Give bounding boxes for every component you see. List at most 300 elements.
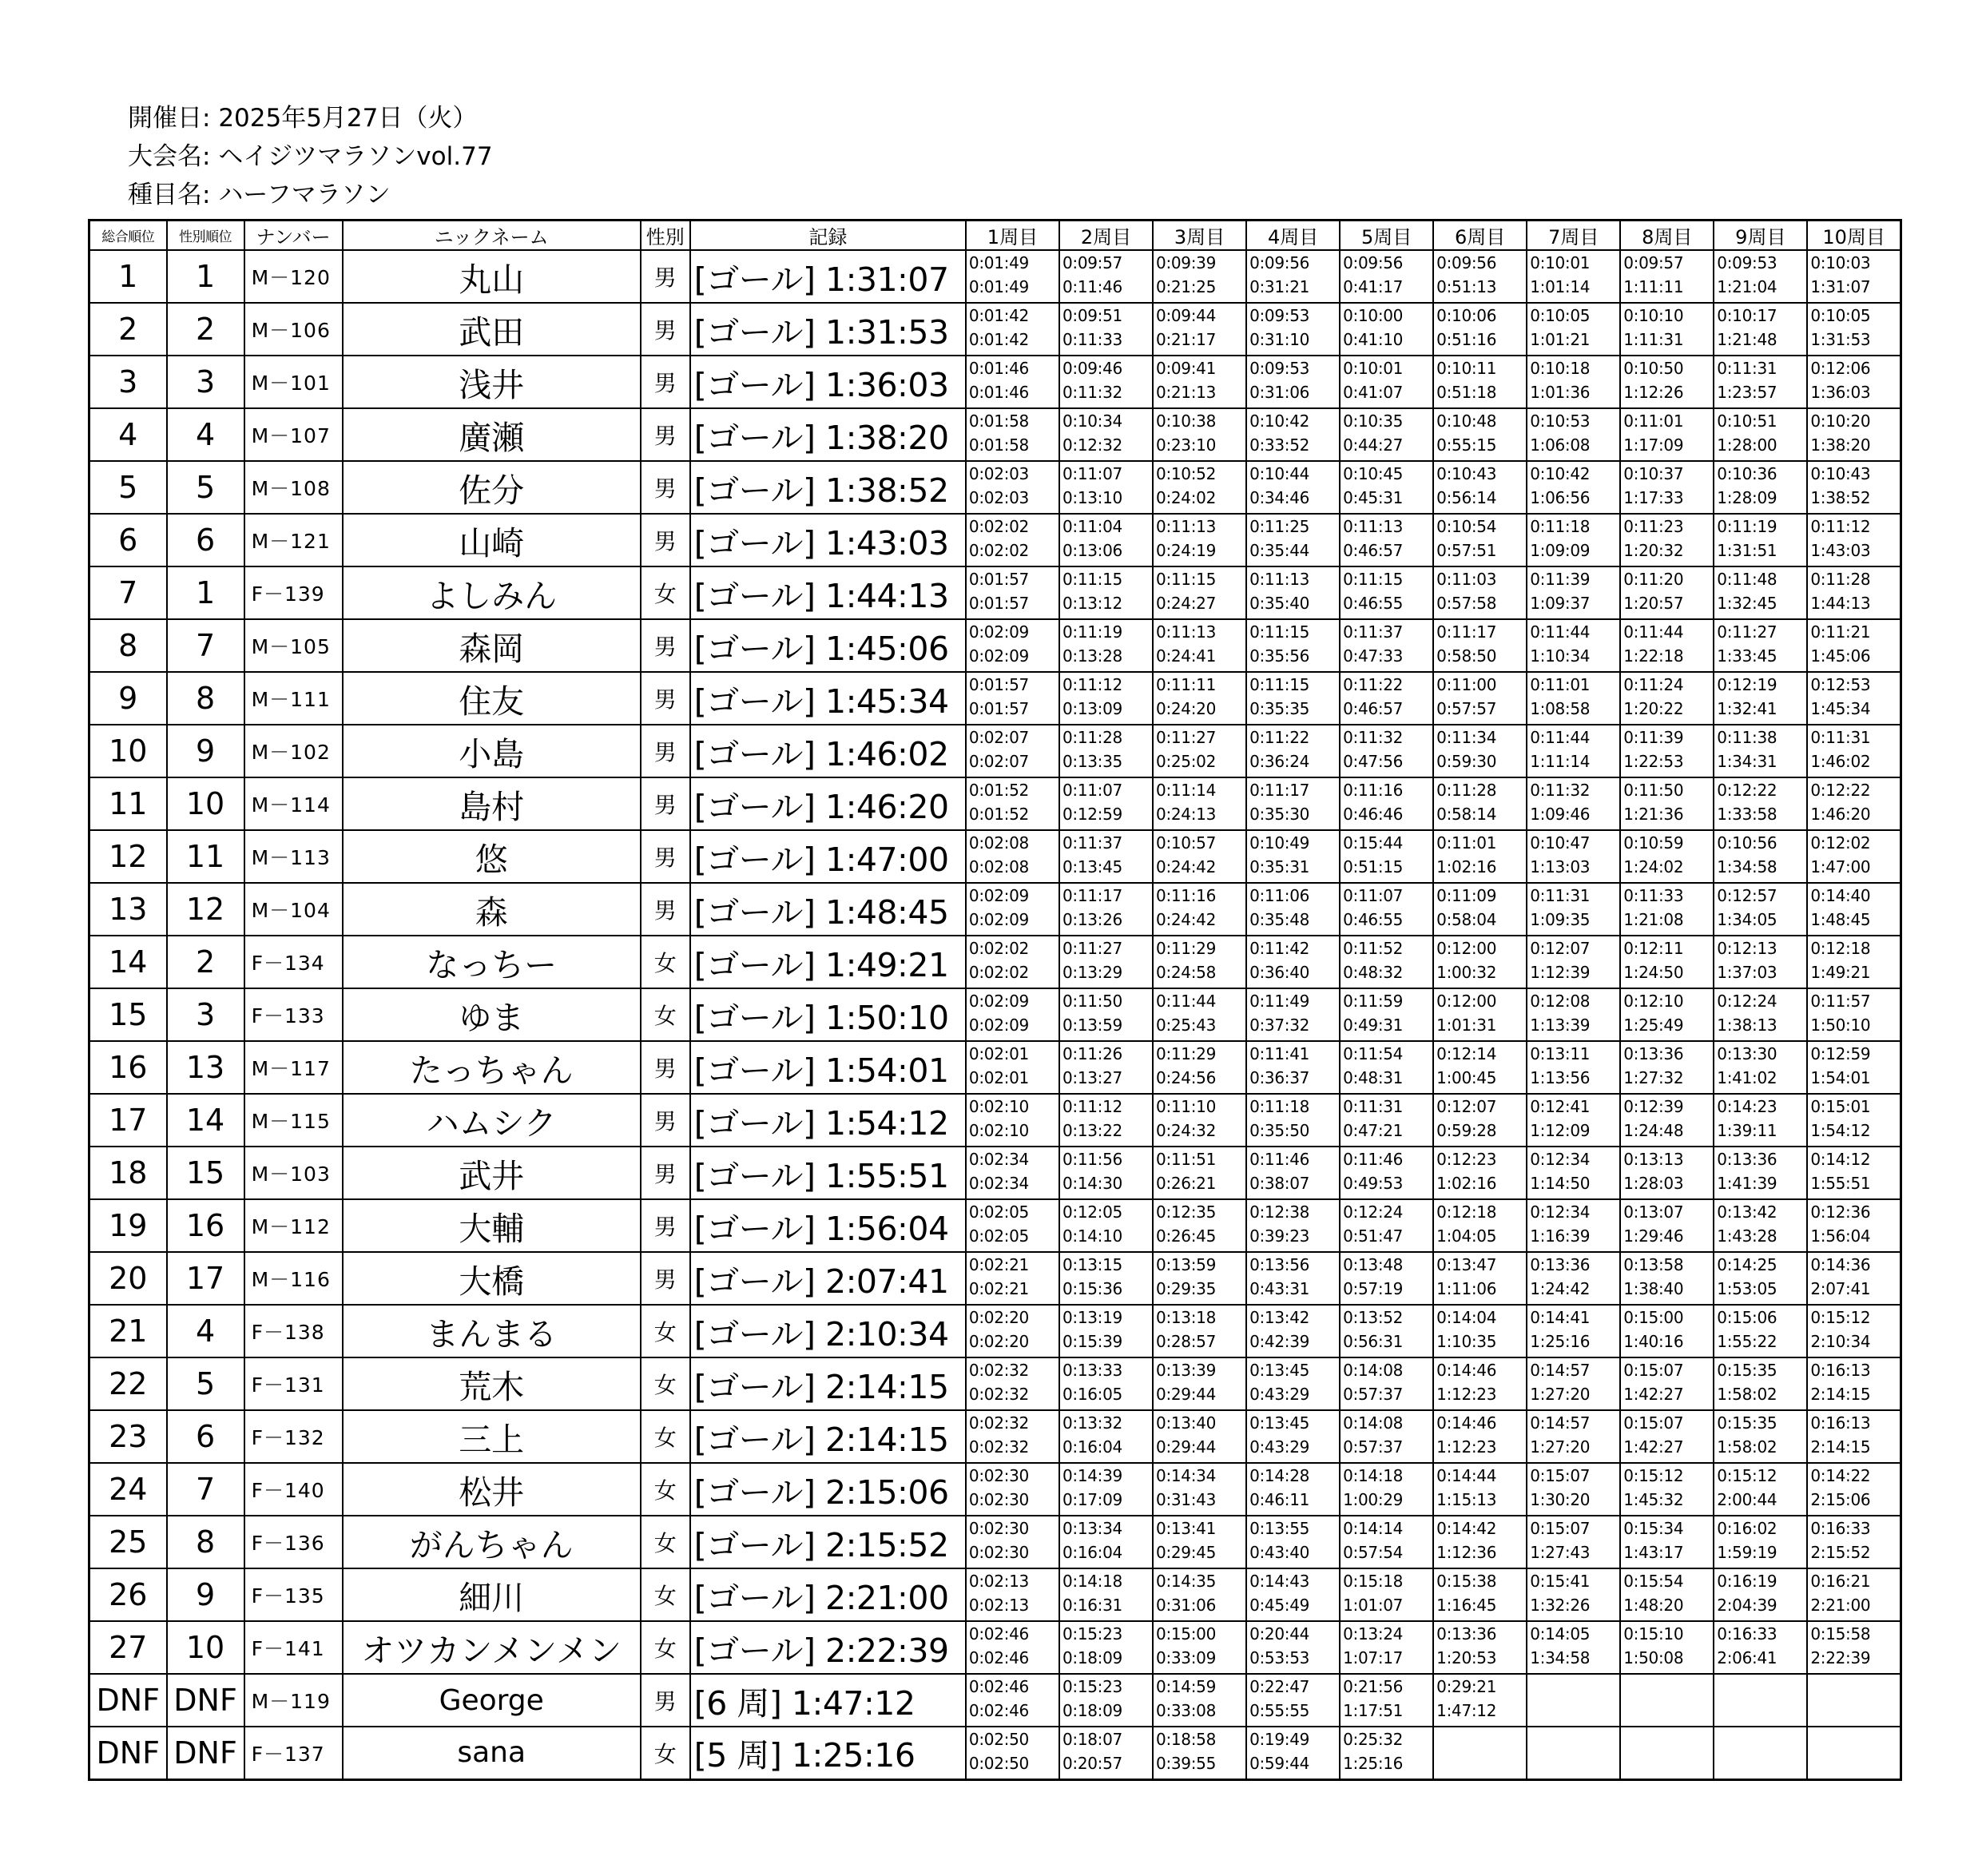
- lap-cumulative-time: 1:32:41: [1717, 699, 1777, 718]
- lap-cell: [1340, 1568, 1433, 1621]
- lap-cumulative-time: 0:43:29: [1249, 1437, 1310, 1457]
- lap-cumulative-time: 0:02:32: [968, 1385, 1029, 1404]
- table-row: [89, 672, 1901, 725]
- lap-cumulative-time: 0:43:31: [1249, 1279, 1310, 1298]
- lap-cell: [1433, 1305, 1527, 1357]
- lap-cell: [1620, 356, 1714, 408]
- lap-cumulative-time: 0:36:40: [1249, 963, 1310, 982]
- lap-cumulative-time: 0:34:46: [1249, 488, 1310, 507]
- lap-cell: [1153, 936, 1246, 988]
- lap-split-time: 0:11:50: [1062, 992, 1122, 1011]
- lap-cell: [1714, 1463, 1807, 1516]
- lap-split-time: 0:14:18: [1343, 1466, 1404, 1485]
- lap-cell: [1433, 1516, 1527, 1568]
- lap-split-time: 0:11:46: [1343, 1150, 1404, 1169]
- lap-split-time: 0:11:27: [1717, 622, 1777, 642]
- lap-split-time: 0:10:54: [1436, 517, 1497, 536]
- lap-cumulative-time: 1:12:39: [1530, 963, 1591, 982]
- lap-split-time: 0:14:28: [1249, 1466, 1310, 1485]
- lap-cell: [1246, 356, 1340, 408]
- lap-split-time: 0:15:35: [1717, 1361, 1777, 1380]
- lap-split-time: 0:11:44: [1530, 728, 1591, 747]
- lap-cell: [1527, 461, 1620, 514]
- lap-cell: [1340, 1252, 1433, 1305]
- lap-cumulative-time: 0:20:57: [1062, 1754, 1122, 1773]
- lap-cumulative-time: 0:47:56: [1343, 752, 1404, 771]
- lap-cell: [1527, 1463, 1620, 1516]
- gender-rank-cell: DNF: [167, 1727, 244, 1779]
- lap-cumulative-time: 0:56:14: [1436, 488, 1497, 507]
- lap-split-time: 0:09:56: [1436, 253, 1497, 272]
- lap-split-time: 0:15:38: [1436, 1572, 1497, 1591]
- lap-cell: [1714, 1094, 1807, 1147]
- lap-split-time: 0:12:57: [1717, 886, 1777, 905]
- lap-cell: [1714, 356, 1807, 408]
- lap-split-time: 0:15:00: [1156, 1624, 1217, 1643]
- lap-split-time: 0:12:08: [1530, 992, 1591, 1011]
- lap-split-time: 0:02:46: [968, 1624, 1029, 1643]
- lap-cell: [1340, 777, 1433, 830]
- gender-cell: 男: [641, 408, 690, 461]
- lap-split-time: 0:11:44: [1530, 622, 1591, 642]
- lap-split-time: 0:11:06: [1249, 886, 1310, 905]
- lap-cell: [1714, 672, 1807, 725]
- lap-cell: [1807, 830, 1901, 883]
- lap-split-time: 0:16:13: [1810, 1413, 1871, 1433]
- lap-cumulative-time: [1717, 1751, 1806, 1775]
- lap-cell: [966, 672, 1059, 725]
- lap-split-time: 0:13:52: [1343, 1308, 1404, 1327]
- nickname-cell: ハムシク: [343, 1094, 641, 1147]
- lap-cell: [1153, 1410, 1246, 1463]
- lap-split-time: 0:12:41: [1530, 1097, 1591, 1116]
- lap-cumulative-time: 0:21:13: [1156, 383, 1217, 402]
- lap-cumulative-time: 0:31:06: [1249, 383, 1310, 402]
- lap-split-time: 0:11:49: [1249, 992, 1310, 1011]
- lap-cell: [1059, 1094, 1153, 1147]
- lap-cumulative-time: 1:48:20: [1623, 1596, 1684, 1615]
- lap-cell: [1246, 672, 1340, 725]
- lap-cumulative-time: 0:46:55: [1343, 594, 1404, 613]
- lap-cumulative-time: 1:39:11: [1717, 1121, 1777, 1140]
- lap-cell: [1807, 408, 1901, 461]
- gender-rank-cell: DNF: [167, 1674, 244, 1727]
- lap-split-time: 0:14:35: [1156, 1572, 1217, 1591]
- lap-split-time: 0:14:23: [1717, 1097, 1777, 1116]
- meta-category: [128, 177, 391, 213]
- lap-cumulative-time: 1:40:16: [1623, 1332, 1684, 1351]
- record-cell: [ゴール] 2:10:34: [690, 1305, 966, 1357]
- lap-cell: [1153, 408, 1246, 461]
- lap-split-time: 0:02:30: [968, 1519, 1029, 1538]
- lap-cell: [1153, 514, 1246, 566]
- lap-cumulative-time: 0:48:31: [1343, 1068, 1404, 1087]
- record-cell: [6 周] 1:47:12: [690, 1674, 966, 1727]
- record-cell: [ゴール] 2:15:06: [690, 1463, 966, 1516]
- lap-cumulative-time: 1:02:16: [1436, 1174, 1497, 1193]
- header-lap-1: 1周目: [966, 221, 1059, 251]
- lap-cell: [1620, 988, 1714, 1041]
- bib-number-cell: M－108: [244, 461, 343, 514]
- lap-cell: [1714, 1357, 1807, 1410]
- lap-split-time: [1717, 1675, 1806, 1699]
- gender-cell: 男: [641, 619, 690, 672]
- lap-cell: [966, 936, 1059, 988]
- lap-split-time: 0:12:14: [1436, 1044, 1497, 1063]
- lap-cumulative-time: 0:12:32: [1062, 435, 1122, 455]
- lap-cell: [1153, 1252, 1246, 1305]
- lap-cumulative-time: 1:21:36: [1623, 805, 1684, 824]
- record-cell: [ゴール] 1:31:07: [690, 250, 966, 303]
- lap-cell: [1340, 514, 1433, 566]
- lap-cumulative-time: 0:02:30: [968, 1543, 1029, 1562]
- lap-cumulative-time: 0:29:44: [1156, 1385, 1217, 1404]
- lap-cumulative-time: 1:17:51: [1343, 1701, 1404, 1720]
- table-row: [89, 1252, 1901, 1305]
- lap-split-time: 0:02:30: [968, 1466, 1029, 1485]
- lap-split-time: 0:02:09: [968, 886, 1029, 905]
- gender-rank-cell: 6: [167, 514, 244, 566]
- lap-cell: [966, 303, 1059, 356]
- lap-cumulative-time: 0:14:30: [1062, 1174, 1122, 1193]
- lap-cumulative-time: 1:16:45: [1436, 1596, 1497, 1615]
- lap-split-time: 0:13:34: [1062, 1519, 1122, 1538]
- lap-cumulative-time: 1:27:43: [1530, 1543, 1591, 1562]
- header-gender: 性別: [641, 221, 690, 251]
- lap-cumulative-time: 1:01:14: [1530, 277, 1591, 296]
- lap-split-time: 0:10:01: [1343, 359, 1404, 378]
- lap-split-time: 0:13:19: [1062, 1308, 1122, 1327]
- lap-cell: [1527, 1516, 1620, 1568]
- table-row: [89, 1463, 1901, 1516]
- bib-number-cell: F－131: [244, 1357, 343, 1410]
- lap-cell: [1153, 883, 1246, 936]
- lap-cell: [966, 566, 1059, 619]
- lap-cumulative-time: 1:09:46: [1530, 805, 1591, 824]
- lap-split-time: 0:11:29: [1156, 939, 1217, 958]
- lap-split-time: 0:12:05: [1062, 1202, 1122, 1222]
- lap-split-time: 0:11:18: [1530, 517, 1591, 536]
- table-row: [89, 988, 1901, 1041]
- gender-cell: 女: [641, 1516, 690, 1568]
- lap-cumulative-time: 1:53:05: [1717, 1279, 1777, 1298]
- lap-cumulative-time: 0:14:10: [1062, 1226, 1122, 1246]
- lap-cell: [1340, 356, 1433, 408]
- header-gender-rank: 性別順位: [167, 221, 244, 251]
- lap-cell: [966, 250, 1059, 303]
- lap-cell: [1246, 988, 1340, 1041]
- lap-split-time: 0:09:39: [1156, 253, 1217, 272]
- lap-cell: [1153, 1147, 1246, 1199]
- lap-split-time: 0:10:20: [1810, 411, 1871, 431]
- lap-cumulative-time: 0:02:09: [968, 910, 1029, 929]
- lap-cell: [1433, 1463, 1527, 1516]
- lap-cumulative-time: 0:13:22: [1062, 1121, 1122, 1140]
- lap-split-time: 0:12:59: [1810, 1044, 1871, 1063]
- lap-split-time: 0:13:36: [1530, 1255, 1591, 1274]
- record-cell: [ゴール] 1:54:01: [690, 1041, 966, 1094]
- lap-split-time: 0:11:17: [1062, 886, 1122, 905]
- lap-cell: [1153, 725, 1246, 777]
- lap-split-time: 0:15:18: [1343, 1572, 1404, 1591]
- lap-split-time: 0:16:02: [1717, 1519, 1777, 1538]
- lap-cumulative-time: 0:46:57: [1343, 699, 1404, 718]
- lap-cell: [1807, 1041, 1901, 1094]
- header-lap-3: 3周目: [1153, 221, 1246, 251]
- lap-cell: [1246, 1568, 1340, 1621]
- lap-split-time: 0:11:31: [1530, 886, 1591, 905]
- lap-split-time: 0:11:12: [1062, 1097, 1122, 1116]
- lap-cell: [1807, 1305, 1901, 1357]
- lap-cumulative-time: 1:32:26: [1530, 1596, 1591, 1615]
- nickname-cell: 森岡: [343, 619, 641, 672]
- lap-cell: [1433, 619, 1527, 672]
- nickname-cell: なっちー: [343, 936, 641, 988]
- record-cell: [ゴール] 1:38:52: [690, 461, 966, 514]
- lap-cell: [966, 1463, 1059, 1516]
- lap-cumulative-time: 0:39:55: [1156, 1754, 1217, 1773]
- lap-cumulative-time: 0:58:14: [1436, 805, 1497, 824]
- lap-split-time: 0:16:33: [1717, 1624, 1777, 1643]
- lap-cell: [1433, 1252, 1527, 1305]
- lap-cumulative-time: 0:59:44: [1249, 1754, 1310, 1773]
- lap-split-time: 0:11:31: [1343, 1097, 1404, 1116]
- overall-rank-cell: 5: [89, 461, 167, 514]
- lap-cumulative-time: [1530, 1751, 1619, 1775]
- lap-split-time: 0:16:21: [1810, 1572, 1871, 1591]
- lap-split-time: 0:14:46: [1436, 1413, 1497, 1433]
- lap-cumulative-time: 0:35:31: [1249, 857, 1310, 876]
- lap-cumulative-time: 1:46:20: [1810, 805, 1871, 824]
- lap-split-time: 0:15:41: [1530, 1572, 1591, 1591]
- lap-split-time: 0:13:45: [1249, 1361, 1310, 1380]
- lap-cell: [1059, 1674, 1153, 1727]
- lap-cumulative-time: 0:31:06: [1156, 1596, 1217, 1615]
- lap-split-time: [1623, 1727, 1713, 1751]
- lap-cell: [1433, 988, 1527, 1041]
- lap-cumulative-time: 0:13:06: [1062, 541, 1122, 560]
- overall-rank-cell: DNF: [89, 1727, 167, 1779]
- lap-cell: [1807, 619, 1901, 672]
- lap-cumulative-time: 1:28:00: [1717, 435, 1777, 455]
- lap-cell: [1246, 1147, 1340, 1199]
- gender-cell: 男: [641, 672, 690, 725]
- lap-cumulative-time: 1:47:12: [1436, 1701, 1497, 1720]
- lap-cumulative-time: 1:38:20: [1810, 435, 1871, 455]
- lap-cell: [1527, 777, 1620, 830]
- lap-split-time: 0:14:43: [1249, 1572, 1310, 1591]
- lap-split-time: 0:14:05: [1530, 1624, 1591, 1643]
- lap-cumulative-time: 1:43:17: [1623, 1543, 1684, 1562]
- overall-rank-cell: 12: [89, 830, 167, 883]
- lap-cumulative-time: 0:24:41: [1156, 646, 1217, 666]
- lap-cumulative-time: 0:13:45: [1062, 857, 1122, 876]
- lap-split-time: 0:10:49: [1249, 833, 1310, 853]
- lap-cumulative-time: 0:51:15: [1343, 857, 1404, 876]
- lap-split-time: 0:14:40: [1810, 886, 1871, 905]
- lap-split-time: 0:11:56: [1062, 1150, 1122, 1169]
- lap-cell: [1527, 303, 1620, 356]
- gender-cell: 女: [641, 566, 690, 619]
- lap-split-time: 0:11:34: [1436, 728, 1497, 747]
- meta-date: [128, 101, 477, 136]
- lap-cell: [1527, 1727, 1620, 1779]
- lap-cell: [1433, 1041, 1527, 1094]
- lap-split-time: 0:13:15: [1062, 1255, 1122, 1274]
- lap-cumulative-time: 1:37:03: [1717, 963, 1777, 982]
- lap-cell: [966, 1199, 1059, 1252]
- lap-cumulative-time: 1:28:09: [1717, 488, 1777, 507]
- lap-cell: [1340, 250, 1433, 303]
- lap-cumulative-time: 0:02:46: [968, 1701, 1029, 1720]
- lap-split-time: 0:10:05: [1810, 306, 1871, 325]
- lap-cumulative-time: 1:12:23: [1436, 1385, 1497, 1404]
- lap-cumulative-time: 1:21:48: [1717, 330, 1777, 349]
- lap-split-time: [1717, 1727, 1806, 1751]
- bib-number-cell: F－140: [244, 1463, 343, 1516]
- nickname-cell: まんまる: [343, 1305, 641, 1357]
- lap-cell: [966, 1094, 1059, 1147]
- lap-cell: [1246, 936, 1340, 988]
- date-label: 開催日:: [128, 104, 211, 133]
- table-row: [89, 461, 1901, 514]
- lap-split-time: 0:13:45: [1249, 1413, 1310, 1433]
- table-row: [89, 1674, 1901, 1727]
- lap-cumulative-time: 2:14:15: [1810, 1385, 1871, 1404]
- lap-cumulative-time: 1:11:11: [1623, 277, 1684, 296]
- lap-cell: [1059, 250, 1153, 303]
- lap-split-time: 0:11:12: [1062, 675, 1122, 694]
- lap-cumulative-time: 1:24:02: [1623, 857, 1684, 876]
- lap-cell: [966, 1516, 1059, 1568]
- lap-cumulative-time: 0:46:46: [1343, 805, 1404, 824]
- lap-cell: [1340, 1621, 1433, 1674]
- lap-cumulative-time: 0:41:17: [1343, 277, 1404, 296]
- lap-cell: [1059, 725, 1153, 777]
- lap-cumulative-time: 1:06:08: [1530, 435, 1591, 455]
- lap-split-time: 0:12:35: [1156, 1202, 1217, 1222]
- lap-split-time: 0:11:29: [1156, 1044, 1217, 1063]
- lap-cumulative-time: 0:02:46: [968, 1648, 1029, 1667]
- lap-cumulative-time: 2:07:41: [1810, 1279, 1871, 1298]
- lap-cell: [1620, 830, 1714, 883]
- lap-cell: [1246, 1252, 1340, 1305]
- lap-split-time: 0:15:00: [1623, 1308, 1684, 1327]
- lap-cell: [1807, 883, 1901, 936]
- record-cell: [ゴール] 2:22:39: [690, 1621, 966, 1674]
- results-body: [89, 250, 1901, 1779]
- lap-split-time: 0:13:30: [1717, 1044, 1777, 1063]
- lap-split-time: 0:10:06: [1436, 306, 1497, 325]
- lap-cell: [1153, 1094, 1246, 1147]
- lap-cumulative-time: 1:59:19: [1717, 1543, 1777, 1562]
- header-record: 記録: [690, 221, 966, 251]
- overall-rank-cell: 15: [89, 988, 167, 1041]
- lap-split-time: 0:11:13: [1156, 622, 1217, 642]
- lap-split-time: 0:11:23: [1623, 517, 1684, 536]
- lap-cell: [1059, 1568, 1153, 1621]
- lap-cumulative-time: 2:15:06: [1810, 1490, 1871, 1509]
- lap-split-time: 0:12:39: [1623, 1097, 1684, 1116]
- nickname-cell: 丸山: [343, 250, 641, 303]
- lap-split-time: 0:13:32: [1062, 1413, 1122, 1433]
- lap-cell: [1153, 461, 1246, 514]
- lap-cell: [1153, 1516, 1246, 1568]
- lap-cumulative-time: 0:02:01: [968, 1068, 1029, 1087]
- lap-split-time: 0:14:25: [1717, 1255, 1777, 1274]
- lap-cumulative-time: 0:23:10: [1156, 435, 1217, 455]
- lap-cumulative-time: 1:17:09: [1623, 435, 1684, 455]
- lap-cell: [966, 1357, 1059, 1410]
- lap-cumulative-time: 0:02:21: [968, 1279, 1029, 1298]
- lap-split-time: 0:12:07: [1530, 939, 1591, 958]
- lap-split-time: 0:21:56: [1343, 1677, 1404, 1696]
- lap-cumulative-time: 0:33:09: [1156, 1648, 1217, 1667]
- lap-split-time: 0:11:15: [1343, 570, 1404, 589]
- lap-split-time: 0:01:46: [968, 359, 1029, 378]
- overall-rank-cell: 8: [89, 619, 167, 672]
- lap-split-time: 0:13:24: [1343, 1624, 1404, 1643]
- lap-cell: [1527, 1094, 1620, 1147]
- nickname-cell: 細川: [343, 1568, 641, 1621]
- bib-number-cell: F－135: [244, 1568, 343, 1621]
- lap-cumulative-time: 0:51:47: [1343, 1226, 1404, 1246]
- lap-cumulative-time: 0:24:02: [1156, 488, 1217, 507]
- lap-cumulative-time: 1:20:22: [1623, 699, 1684, 718]
- lap-split-time: 0:10:18: [1530, 359, 1591, 378]
- table-row: [89, 1041, 1901, 1094]
- lap-cell: [1433, 725, 1527, 777]
- lap-cell: [1340, 1147, 1433, 1199]
- lap-split-time: 0:11:03: [1436, 570, 1497, 589]
- gender-cell: 男: [641, 777, 690, 830]
- bib-number-cell: M－104: [244, 883, 343, 936]
- lap-cell: [1527, 1199, 1620, 1252]
- lap-cumulative-time: 0:21:17: [1156, 330, 1217, 349]
- lap-cell: [1433, 303, 1527, 356]
- lap-cumulative-time: 0:25:43: [1156, 1016, 1217, 1035]
- lap-cell: [1433, 1674, 1527, 1727]
- gender-rank-cell: 9: [167, 725, 244, 777]
- lap-cumulative-time: 0:01:46: [968, 383, 1029, 402]
- lap-cell: [1433, 250, 1527, 303]
- lap-split-time: 0:12:24: [1717, 992, 1777, 1011]
- lap-cumulative-time: 0:18:09: [1062, 1648, 1122, 1667]
- gender-cell: 男: [641, 1252, 690, 1305]
- lap-cell: [1153, 1305, 1246, 1357]
- lap-split-time: 0:09:57: [1062, 253, 1122, 272]
- overall-rank-cell: 21: [89, 1305, 167, 1357]
- table-row: [89, 303, 1901, 356]
- lap-cumulative-time: 1:25:16: [1530, 1332, 1591, 1351]
- bib-number-cell: F－139: [244, 566, 343, 619]
- lap-cumulative-time: 2:04:39: [1717, 1596, 1777, 1615]
- lap-cumulative-time: 1:12:23: [1436, 1437, 1497, 1457]
- lap-cell: [1059, 303, 1153, 356]
- bib-number-cell: M－121: [244, 514, 343, 566]
- lap-cell: [1246, 725, 1340, 777]
- lap-cell: [1246, 1621, 1340, 1674]
- lap-cell: [966, 1410, 1059, 1463]
- lap-cell: [1153, 1674, 1246, 1727]
- lap-cumulative-time: 1:13:03: [1530, 857, 1591, 876]
- lap-cell: [1246, 461, 1340, 514]
- lap-cumulative-time: 1:42:27: [1623, 1437, 1684, 1457]
- lap-cumulative-time: 0:24:58: [1156, 963, 1217, 982]
- lap-split-time: 0:10:37: [1623, 464, 1684, 483]
- table-row: [89, 725, 1901, 777]
- bib-number-cell: M－103: [244, 1147, 343, 1199]
